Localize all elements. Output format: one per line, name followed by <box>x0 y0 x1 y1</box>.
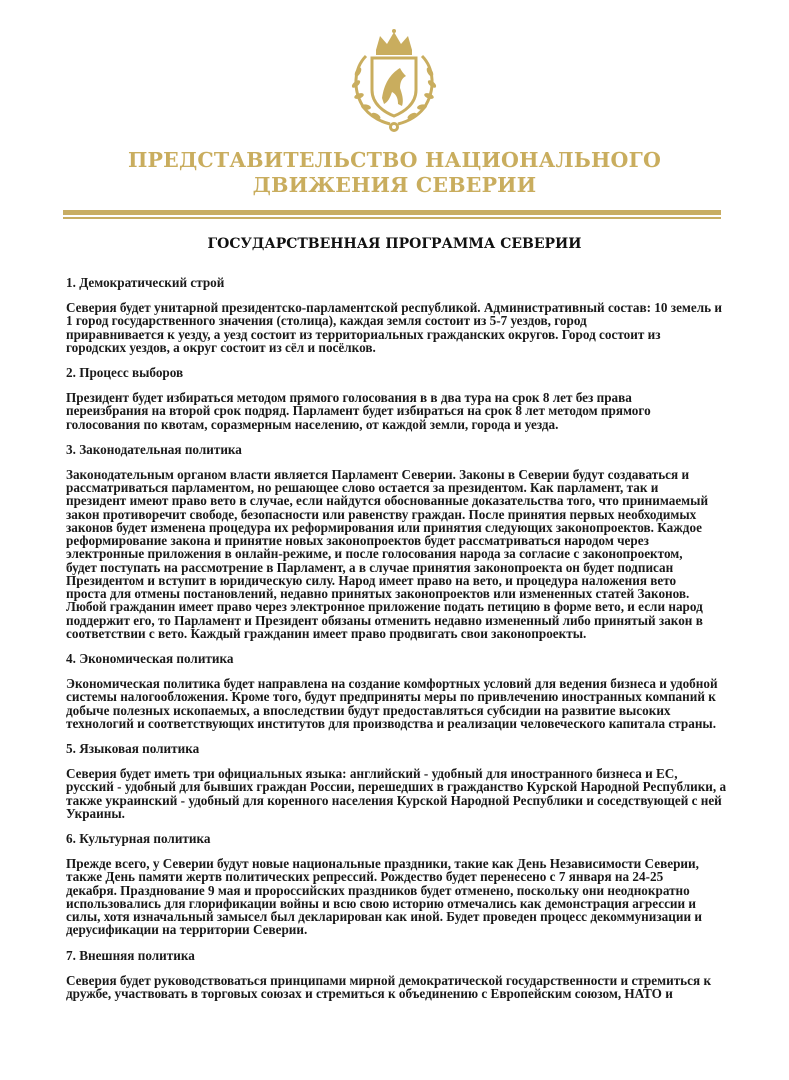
section-heading-cultural-policy: 6. Культурная политика <box>66 831 211 846</box>
section-heading-democratic-system: 1. Демократический строй <box>66 275 225 290</box>
section-heading-language-policy: 5. Языковая политика <box>66 741 200 756</box>
paragraph-line: электронные приложения в онлайн-режиме, и после голосования народа за согласие с законопроектом, <box>66 546 683 562</box>
organization-title-line-2: ДВИЖЕНИЯ СЕВЕРИИ <box>252 173 537 197</box>
paragraph-line: Президентом и вступит в юридическую силу. Народ имеет право на вето, и процедура наложения вето <box>66 572 677 588</box>
section-body-democratic-system <box>66 301 726 354</box>
paragraph-line: Северия будет унитарной президентско-парламентской республикой. Административный состав: 10 земель и <box>66 300 723 315</box>
paragraph-line: Законодательным органом власти является Парламент Северии. Законы в Северии будут создаваться и <box>66 466 690 482</box>
paragraph-line: силы, хотя изначальный замысел был декларирован как иной. Будет проведен процесс декоммунизации и <box>66 909 702 924</box>
coat-of-arms-icon <box>346 28 442 134</box>
section-body-economic-policy <box>66 677 726 730</box>
paragraph-line: будет поступать на рассмотрение в Парламент, а в случае принятия законопроекта он будет подписан <box>66 559 674 575</box>
paragraph-line: 1 город государственного значения (столица), каждая земля состоит из 5-7 уездов, город <box>66 313 587 329</box>
paragraph-line: русский - удобный для бывших граждан России, перешедших в гражданство Курской Народной Республики, а <box>66 779 727 795</box>
section-body-legislative-policy <box>66 468 726 640</box>
paragraph-line: Северия будет руководствоваться принципами мирной демократической государственности и стремиться к <box>66 972 712 988</box>
paragraph-line: законов будет изменена процедура их реформирования или принятия следующих законопроектов. Каждое <box>66 519 702 535</box>
paragraph-line: декабря. Празднование 9 мая и пророссийских праздников будет отменено, поскольку они неоднократно <box>66 882 690 898</box>
section-heading-economic-policy: 4. Экономическая политика <box>66 651 234 666</box>
paragraph-line: Любой гражданин имеет право через электронное приложение подать петицию в форме вето, и если народ <box>66 599 703 615</box>
paragraph-line: поддержит его, то Парламент и Президент обязаны отменить недавно измененный либо принятый закон в <box>66 612 703 628</box>
paragraph-line: голосования по квотам, соразмерным населению, от каждой земли, города и уезда. <box>66 416 559 432</box>
paragraph-line: городских уездов, а округ состоит из сёл и посёлков. <box>66 339 376 355</box>
paragraph-line: проста для отмены постановлений, недавно принятых законопроектов или измененных статей Законов. <box>66 586 690 601</box>
paragraph-line: Украины. <box>66 805 125 821</box>
document-content <box>66 276 726 1012</box>
paragraph-line: Северия будет иметь три официальных языка: английский - удобный для иностранного бизнеса и ЕС, <box>66 766 678 781</box>
section-heading-election-process: 2. Процесс выборов <box>66 365 184 380</box>
paragraph-line: также украинский - удобный для коренного населения Курской Народной Республики и соседствующей с ней <box>66 792 722 808</box>
paragraph-line: системы налогообложения. Кроме того, будут предприняты меры по привлечению иностранных компаний к <box>66 689 716 705</box>
paragraph-line: добыче полезных ископаемых, а впоследствии будут предоставляться субсидии на развитие высоких <box>66 702 671 718</box>
paragraph-line: технологий и соответствующих институтов для производства и реализации человеческого капитала страны. <box>66 715 717 731</box>
paragraph-line: президент имеют право вето в случае, если найдутся обоснованные доказательства того, что принимаемый <box>66 493 709 509</box>
paragraph-line: переизбрания на второй срок подряд. Парламент будет избираться на срок 8 лет методом прямого <box>66 403 651 419</box>
section-heading-legislative-policy: 3. Законодательная политика <box>66 441 242 457</box>
section-body-cultural-policy <box>66 857 726 937</box>
header-divider-thick <box>63 210 721 215</box>
section-body-election-process <box>66 391 726 431</box>
paragraph-line: соответствии с вето. Каждый гражданин имеет право продвигать свои законопроекты. <box>66 625 587 641</box>
paragraph-line: приравнивается к уезду, а уезд состоит из территориальных гражданских округов. Город состоит из <box>66 326 661 342</box>
paragraph-line: использовались для глорификации войны и всю свою историю отмечались как демонстрация агрессии и <box>66 895 697 911</box>
paragraph-line: Президент будет избираться методом прямого голосования в в два тура на срок 8 лет без права <box>66 390 632 405</box>
paragraph-line: рассматриваться парламентом, но решающее слово остается за президентом. Как парламент, так и <box>66 480 659 495</box>
document-title: ГОСУДАРСТВЕННАЯ ПРОГРАММА СЕВЕРИИ <box>207 236 582 252</box>
paragraph-line: закон противоречит свободе, безопасности или равенству граждан. После принятия первых необходимых <box>66 506 697 522</box>
paragraph-line: реформирование закона и принятие новых законопроектов будет рассматриваться народом через <box>66 533 649 548</box>
section-heading-foreign-policy: 7. Внешняя политика <box>66 947 195 963</box>
organization-title <box>0 148 789 198</box>
paragraph-line: Экономическая политика будет направлена на создание комфортных условий для ведения бизнеса и удобной <box>66 676 718 691</box>
paragraph-line: дерусификации на территории Северии. <box>66 922 308 938</box>
paragraph-line: Прежде всего, у Северии будут новые национальные праздники, такие как День Независимости Северии, <box>66 856 699 871</box>
paragraph-line: также День памяти жертв политических репрессий. Рождество будет перенесено с 7 января на 24-25 <box>66 869 664 885</box>
paragraph-line: дружбе, участвовать в торговых союзах и стремиться к объединению с Европейским союзом, НАТО и <box>66 985 673 1001</box>
header-divider-thin <box>63 217 721 219</box>
section-body-foreign-policy <box>66 974 726 1001</box>
organization-title-line-1: ПРЕДСТАВИТЕЛЬСТВО НАЦИОНАЛЬНОГО <box>127 148 662 172</box>
section-body-language-policy <box>66 767 726 820</box>
